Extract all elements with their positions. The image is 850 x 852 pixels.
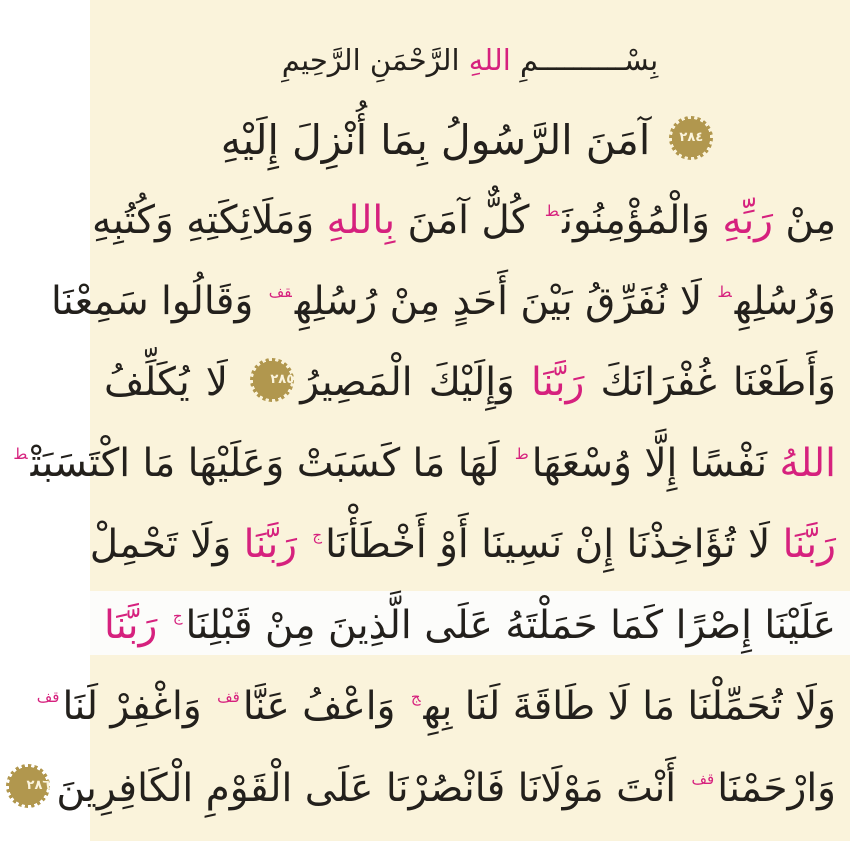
highlighted-word: رَبِّهِ xyxy=(722,198,774,243)
quran-line xyxy=(90,180,850,261)
verse-text: وَلَا تَحْمِلْ xyxy=(89,522,244,567)
quran-line xyxy=(36,666,850,747)
verse-text: لَا يُكَلِّفُ xyxy=(104,360,245,405)
verse-text: كُلٌّ آمَنَ xyxy=(395,198,542,243)
verse-number: ٢٨٤ xyxy=(679,130,704,145)
verse-text: وَاعْفُ عَنَّا xyxy=(242,684,408,729)
verse-text: وَاغْفِرْ لَنَا xyxy=(62,684,215,729)
quran-line xyxy=(90,585,850,666)
verse-text: وَارْحَمْنَا xyxy=(717,766,836,811)
highlighted-word: اللهِ xyxy=(468,43,511,77)
verse-text: وَلَا تُحَمِّلْنَا مَا لَا طَاقَةَ لَنَا بِهِ xyxy=(423,684,836,729)
verse-text: مِنْ xyxy=(773,198,836,243)
pause-mark: ط xyxy=(717,282,732,301)
quran-line xyxy=(90,342,850,423)
pause-mark: ط xyxy=(13,444,28,463)
verse-marker-badge xyxy=(250,358,294,402)
verse-text: لَا نُفَرِّقُ بَيْنَ أَحَدٍ مِنْ رُسُلِهِ xyxy=(294,279,715,324)
verse-text: وَمَلَائِكَتِهِ وَكُتُبِهِ xyxy=(91,198,327,243)
verse-text: بِسْــــــــــمِ xyxy=(510,43,659,77)
highlighted-word: رَبَّنَا xyxy=(243,522,298,567)
highlighted-word: رَبَّنَا xyxy=(531,360,585,405)
verse-text xyxy=(157,603,169,648)
pause-mark: قف xyxy=(36,687,60,706)
verse-text: عَلَيْنَا إِصْرًا كَمَا حَمَلْتَهُ عَلَى الَّذِينَ مِنْ قَبْلِنَا xyxy=(185,603,836,648)
verse-text: لَهَا مَا كَسَبَتْ وَعَلَيْهَا مَا اكْتَسَبَتْ xyxy=(30,441,512,486)
pause-mark: ط xyxy=(514,444,529,463)
verse-text: وَقَالُوا سَمِعْنَا xyxy=(50,279,266,324)
verse-text: وَأَطَعْنَا غُفْرَانَكَ xyxy=(584,360,836,405)
pause-mark: ج xyxy=(410,687,421,706)
verse-text: وَإِلَيْكَ الْمَصِيرُ xyxy=(300,360,532,405)
verse-text xyxy=(297,522,309,567)
quran-line xyxy=(90,504,850,585)
quran-line xyxy=(26,747,850,831)
verse-marker-badge xyxy=(669,116,713,160)
pause-mark: ج xyxy=(312,525,323,544)
highlighted-word: رَبَّنَا xyxy=(782,522,836,567)
pause-mark: قف xyxy=(268,282,292,301)
quran-page xyxy=(13,0,850,852)
pause-mark: ط xyxy=(544,201,560,220)
verse-text: وَرُسُلِهِ xyxy=(734,279,836,324)
verse-number: ٢٨٥ xyxy=(270,371,295,387)
quran-line xyxy=(90,100,850,180)
verse-text: أَنْتَ مَوْلَانَا فَانْصُرْنَا عَلَى الْقَوْمِ الْكَافِرِينَ xyxy=(56,766,689,811)
verse-number: ٢٨٦ xyxy=(26,777,51,793)
pause-mark: قف xyxy=(217,687,240,706)
verse-text: وَالْمُؤْمِنُونَ xyxy=(562,198,723,243)
highlighted-word: رَبَّنَا xyxy=(104,603,158,648)
pause-mark: قف xyxy=(691,769,715,788)
verse-marker-badge xyxy=(6,764,50,808)
pause-mark: ج xyxy=(172,606,183,625)
verse-text: آمَنَ الرَّسُولُ بِمَا أُنْزِلَ إِلَيْهِ xyxy=(220,116,664,164)
verse-text: الرَّحْمَنِ الرَّحِيمِ xyxy=(281,43,469,77)
verse-text: نَفْسًا إِلَّا وُسْعَهَا xyxy=(531,441,780,486)
highlighted-word: بِاللهِ xyxy=(326,198,396,243)
highlighted-word: اللهُ xyxy=(779,441,836,486)
quran-line xyxy=(90,20,850,100)
verse-lines-container xyxy=(13,0,850,852)
verse-text: لَا تُؤَاخِذْنَا إِنْ نَسِينَا أَوْ أَخْطَأْنَا xyxy=(325,522,783,567)
quran-line xyxy=(50,261,850,342)
quran-line xyxy=(13,423,850,504)
